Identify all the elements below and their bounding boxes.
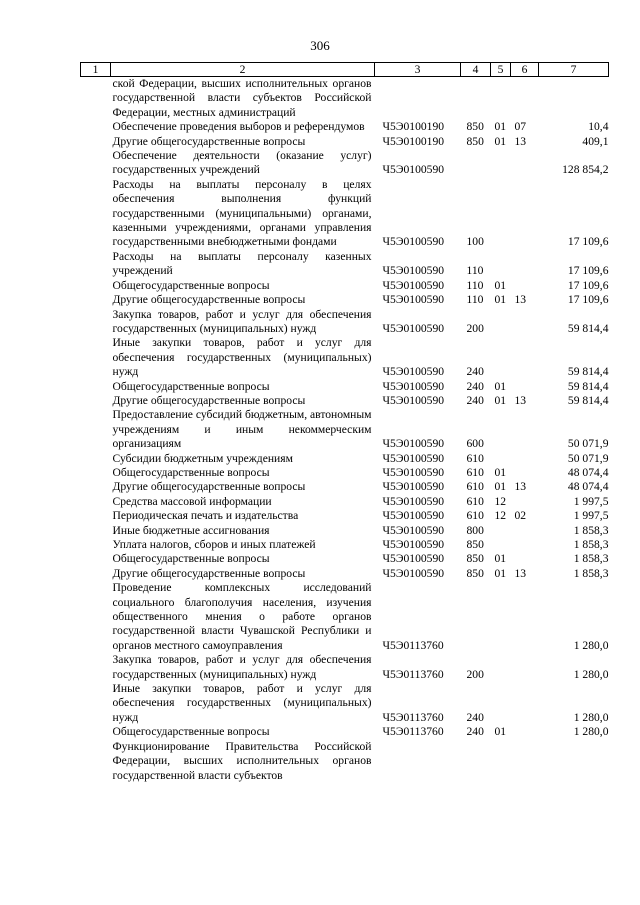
subsection-cell: 13 [514, 134, 527, 148]
section-cell [491, 178, 511, 250]
amount-cell: 1 280,0 [573, 725, 609, 739]
name-cell: ской Федерации, высших исполнительных органов государственной власти субъектов Российской Федерации, местных администраций [112, 77, 372, 119]
section-cell: 01 [494, 293, 507, 307]
subsection-cell: 07 [514, 120, 527, 134]
amount-cell: 48 074,4 [567, 465, 609, 479]
name-cell: Расходы на выплаты персоналу казенных учреждений [112, 249, 372, 278]
section-cell [491, 308, 511, 337]
section-cell: 01 [494, 134, 507, 148]
subsection-cell [511, 552, 539, 566]
amount-cell: 1 280,0 [573, 667, 609, 681]
section-cell [491, 653, 511, 682]
target-article-cell: Ч5Э0113760 [382, 710, 444, 724]
subsection-cell [511, 408, 539, 451]
name-cell: Общегосударственные вопросы [112, 278, 270, 292]
section-cell: 01 [494, 120, 507, 134]
target-article-cell: Ч5Э0100590 [382, 264, 445, 278]
expense-type-cell: 800 [466, 523, 484, 537]
target-article-cell: Ч5Э0113760 [382, 667, 444, 681]
name-cell: Другие общегосударственные вопросы [112, 566, 306, 580]
number-cell [81, 581, 111, 653]
table-row [81, 408, 609, 451]
number-cell [81, 120, 111, 134]
subsection-cell [511, 308, 539, 337]
table-row [81, 394, 609, 408]
section-cell: 01 [494, 552, 507, 566]
expense-type-cell: 110 [466, 293, 484, 307]
number-cell [81, 279, 111, 293]
table-row [81, 250, 609, 279]
section-cell [491, 740, 511, 783]
table-row [81, 380, 609, 394]
subsection-cell: 13 [514, 293, 527, 307]
number-cell [81, 149, 111, 178]
expense-type-cell: 240 [466, 710, 484, 724]
header-cell-4: 4 [461, 63, 491, 77]
amount-cell: 59 814,4 [567, 365, 609, 379]
subsection-cell: 13 [514, 566, 527, 580]
section-cell: 01 [494, 379, 507, 393]
name-cell: Другие общегосударственные вопросы [112, 393, 306, 407]
subsection-cell [511, 682, 539, 725]
section-cell [491, 77, 511, 121]
section-cell [491, 452, 511, 466]
subsection-cell [511, 380, 539, 394]
expense-type-cell: 110 [466, 264, 484, 278]
subsection-cell [511, 279, 539, 293]
number-cell [81, 293, 111, 307]
table-row [81, 466, 609, 480]
name-cell: Проведение комплексных исследований социального благополучия населения, изучения общественного мнения о работе органов государственной власти Чувашской Республики и органов местного самоуправления [112, 581, 372, 652]
expense-type-cell: 850 [466, 538, 484, 551]
subsection-cell [511, 495, 539, 509]
name-cell: Периодическая печать и издательства [112, 509, 299, 523]
table-row [81, 552, 609, 566]
subsection-cell [511, 178, 539, 250]
table-row [81, 725, 609, 739]
amount-cell: 59 814,4 [567, 321, 609, 335]
target-article-cell: Ч5Э0100590 [382, 321, 445, 335]
name-cell: Общегосударственные вопросы [112, 725, 270, 739]
amount-cell: 128 854,2 [562, 163, 609, 177]
section-cell: 01 [494, 465, 507, 479]
table-row [81, 567, 609, 581]
expense-type-cell: 850 [466, 134, 484, 148]
amount-cell [539, 77, 609, 121]
amount-cell: 59 814,4 [567, 393, 609, 407]
number-cell [81, 135, 111, 149]
table-row [81, 308, 609, 337]
subsection-cell [511, 149, 539, 178]
amount-cell: 1 280,0 [573, 710, 609, 724]
expense-type-cell: 850 [466, 552, 484, 566]
header-cell-6: 6 [511, 63, 539, 77]
number-cell [81, 466, 111, 480]
section-cell [491, 149, 511, 178]
number-cell [81, 538, 111, 552]
expense-type-cell: 610 [466, 494, 484, 508]
target-article-cell: Ч5Э0100590 [382, 494, 445, 508]
expense-type-cell [461, 740, 491, 783]
number-cell [81, 452, 111, 466]
table-row [81, 77, 609, 121]
budget-table [80, 62, 609, 783]
amount-cell: 1 280,0 [573, 638, 609, 652]
number-cell [81, 682, 111, 725]
table-row [81, 178, 609, 250]
table-row [81, 293, 609, 307]
expense-type-cell: 240 [466, 365, 484, 379]
expense-type-cell: 600 [466, 437, 484, 451]
name-cell: Уплата налогов, сборов и иных платежей [112, 538, 316, 551]
section-cell [491, 408, 511, 451]
amount-cell: 1 858,3 [573, 552, 609, 566]
table-row [81, 495, 609, 509]
table-row [81, 452, 609, 466]
name-cell: Закупка товаров, работ и услуг для обеспечения государственных (муниципальных) нужд [112, 653, 372, 681]
name-cell: Иные бюджетные ассигнования [112, 523, 270, 537]
subsection-cell [511, 336, 539, 379]
expense-type-cell: 240 [466, 393, 484, 407]
subsection-cell [511, 250, 539, 279]
table-row [81, 480, 609, 494]
header-cell-2: 2 [111, 63, 375, 77]
target-article-cell: Ч5Э0100590 [382, 465, 445, 479]
amount-cell [539, 740, 609, 783]
table-row [81, 740, 609, 783]
amount-cell: 48 074,4 [567, 480, 609, 494]
expense-type-cell [461, 149, 491, 178]
expense-type-cell: 610 [466, 509, 484, 523]
subsection-cell [511, 653, 539, 682]
target-article-cell: Ч5Э0100590 [382, 451, 445, 465]
header-row [81, 63, 609, 77]
expense-type-cell: 610 [466, 480, 484, 494]
table-row [81, 120, 609, 134]
amount-cell: 10,4 [588, 120, 609, 134]
table-row [81, 653, 609, 682]
section-cell [491, 524, 511, 538]
name-cell: Обеспечение проведения выборов и референдумов [112, 120, 365, 134]
expense-type-cell: 850 [466, 120, 484, 134]
section-cell [491, 682, 511, 725]
subsection-cell [511, 466, 539, 480]
amount-cell: 409,1 [582, 134, 609, 148]
number-cell [81, 509, 111, 523]
number-cell [81, 178, 111, 250]
name-cell: Общегосударственные вопросы [112, 379, 270, 393]
header-cell-7: 7 [539, 63, 609, 77]
table-row [81, 538, 609, 552]
name-cell: Средства массовой информации [112, 494, 272, 508]
subsection-cell [511, 538, 539, 552]
target-article-cell: Ч5Э0100590 [382, 293, 445, 307]
number-cell [81, 380, 111, 394]
section-cell [491, 250, 511, 279]
name-cell: Другие общегосударственные вопросы [112, 480, 306, 494]
section-cell: 01 [494, 480, 507, 494]
name-cell: Другие общегосударственные вопросы [112, 134, 306, 148]
amount-cell: 1 858,3 [573, 523, 609, 537]
target-article-cell: Ч5Э0100590 [382, 163, 445, 177]
table-row [81, 279, 609, 293]
subsection-cell [511, 725, 539, 739]
subsection-cell: 13 [514, 393, 527, 407]
table-row [81, 524, 609, 538]
expense-type-cell [461, 581, 491, 653]
number-cell [81, 408, 111, 451]
expense-type-cell: 240 [466, 379, 484, 393]
header-cell-3: 3 [375, 63, 461, 77]
number-cell [81, 480, 111, 494]
expense-type-cell: 610 [466, 465, 484, 479]
target-article-cell: Ч5Э0100590 [382, 365, 445, 379]
target-article-cell: Ч5Э0100590 [382, 437, 445, 451]
target-article-cell: Ч5Э0100590 [382, 523, 445, 537]
target-article-cell: Ч5Э0100590 [382, 379, 445, 393]
amount-cell: 1 858,3 [573, 566, 609, 580]
name-cell: Другие общегосударственные вопросы [112, 293, 306, 307]
table-row [81, 581, 609, 653]
name-cell: Расходы на выплаты персоналу в целях обеспечения выполнения функций государственными (муниципальными) органами, казенными учреждениями, органами управления государственными внебюджетными фондами [112, 177, 372, 249]
section-cell: 01 [494, 725, 507, 739]
amount-cell: 1 997,5 [573, 494, 609, 508]
section-cell [491, 581, 511, 653]
section-cell: 01 [494, 278, 507, 292]
target-article-cell: Ч5Э0100190 [382, 120, 445, 134]
header-cell-5: 5 [491, 63, 511, 77]
expense-type-cell: 110 [466, 278, 484, 292]
name-cell: Иные закупки товаров, работ и услуг для обеспечения государственных (муниципальных) нужд [112, 682, 372, 724]
header-cell-1: 1 [81, 63, 111, 77]
number-cell [81, 308, 111, 337]
amount-cell: 50 071,9 [567, 437, 609, 451]
table-row [81, 149, 609, 178]
page-number: 306 [310, 38, 330, 53]
target-article-cell: Ч5Э0113760 [382, 638, 444, 652]
target-article-cell: Ч5Э0100590 [382, 480, 445, 494]
expense-type-cell: 240 [466, 725, 484, 739]
expense-type-cell: 610 [466, 451, 484, 465]
target-article-cell: Ч5Э0113760 [382, 725, 444, 739]
target-article-cell: Ч5Э0100590 [382, 278, 445, 292]
subsection-cell [511, 77, 539, 121]
number-cell [81, 552, 111, 566]
target-article-cell: Ч5Э0100590 [382, 393, 445, 407]
amount-cell: 17 109,6 [567, 293, 609, 307]
amount-cell: 17 109,6 [567, 278, 609, 292]
number-cell [81, 250, 111, 279]
subsection-cell [511, 452, 539, 466]
target-article-cell: Ч5Э0100590 [382, 235, 445, 249]
name-cell: Общегосударственные вопросы [112, 552, 270, 566]
expense-type-cell: 200 [466, 667, 484, 681]
number-cell [81, 725, 111, 739]
expense-type-cell: 850 [466, 566, 484, 580]
expense-type-cell: 200 [466, 321, 484, 335]
target-article-cell [375, 740, 461, 783]
table-row [81, 336, 609, 379]
target-article-cell: Ч5Э0100590 [382, 538, 445, 551]
name-cell: Закупка товаров, работ и услуг для обеспечения государственных (муниципальных) нужд [112, 307, 372, 335]
amount-cell: 17 109,6 [567, 264, 609, 278]
amount-cell: 17 109,6 [567, 235, 609, 249]
subsection-cell [511, 740, 539, 783]
name-cell: Иные закупки товаров, работ и услуг для обеспечения государственных (муниципальных) нужд [112, 336, 372, 379]
name-cell: Субсидии бюджетным учреждениям [112, 451, 293, 465]
number-cell [81, 77, 111, 121]
table-header [81, 63, 609, 77]
section-cell [491, 538, 511, 552]
name-cell: Предоставление субсидий бюджетным, автономным учреждениям и иным некоммерческим организациям [112, 408, 372, 451]
expense-type-cell: 100 [466, 235, 484, 249]
target-article-cell: Ч5Э0100590 [382, 552, 445, 566]
number-cell [81, 336, 111, 379]
amount-cell: 59 814,4 [567, 379, 609, 393]
section-cell: 12 [494, 509, 507, 523]
target-article-cell: Ч5Э0100190 [382, 134, 445, 148]
target-article-cell [375, 77, 461, 121]
name-cell: Функционирование Правительства Российской Федерации, высших исполнительных органов государственной власти субъектов [112, 739, 372, 782]
table-row [81, 509, 609, 523]
amount-cell: 50 071,9 [567, 451, 609, 465]
name-cell: Общегосударственные вопросы [112, 465, 270, 479]
table-body [81, 77, 609, 783]
section-cell: 01 [494, 393, 507, 407]
number-cell [81, 524, 111, 538]
section-cell [491, 336, 511, 379]
expense-type-cell [461, 77, 491, 121]
number-cell [81, 394, 111, 408]
subsection-cell [511, 581, 539, 653]
number-cell [81, 567, 111, 581]
table-row [81, 682, 609, 725]
subsection-cell: 13 [514, 480, 527, 494]
number-cell [81, 653, 111, 682]
target-article-cell: Ч5Э0100590 [382, 566, 445, 580]
subsection-cell [511, 524, 539, 538]
number-cell [81, 495, 111, 509]
number-cell [81, 740, 111, 783]
amount-cell: 1 858,3 [573, 538, 609, 551]
section-cell: 01 [494, 566, 507, 580]
name-cell: Обеспечение деятельности (оказание услуг) государственных учреждений [112, 149, 372, 177]
target-article-cell: Ч5Э0100590 [382, 509, 445, 523]
amount-cell: 1 997,5 [573, 509, 609, 523]
section-cell: 12 [494, 494, 507, 508]
subsection-cell: 02 [514, 509, 527, 523]
table-row [81, 135, 609, 149]
